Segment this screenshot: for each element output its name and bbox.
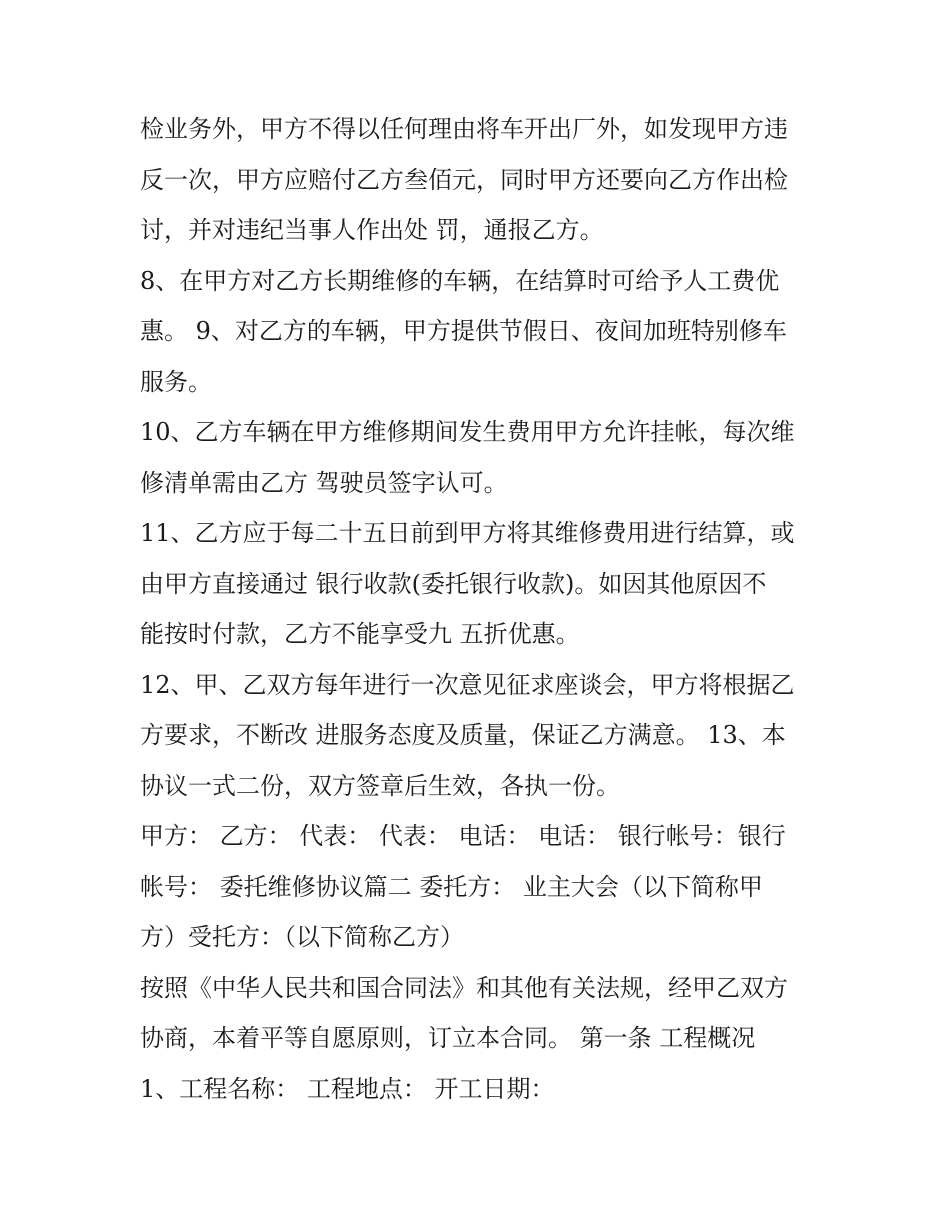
text-line: 8、在甲方对乙方长期维修的车辆，在结算时可给予人工费优 [140, 266, 780, 295]
text-line: 协商，本着平等自愿原则，订立本合同。 第一条 工程概况 [140, 1024, 756, 1052]
text-line: 10、乙方车辆在甲方维修期间发生费用甲方允许挂帐，每次维 [140, 418, 795, 446]
text-line: 服务。 [140, 367, 212, 396]
text-line: 检业务外，甲方不得以任何理由将车开出厂外，如发现甲方违 [140, 115, 788, 143]
text-line: 修清单需由乙方 驾驶员签字认可。 [140, 468, 508, 497]
text-line: 反一次，甲方应赔付乙方叁佰元，同时甲方还要向乙方作出检 [140, 165, 788, 194]
text-line: 能按时付款，乙方不能享受九 五折优惠。 [140, 620, 580, 648]
text-line: 按照《中华人民共和国合同法》和其他有关法规，经甲乙双方 [140, 973, 788, 1002]
text-line: 1、工程名称： 工程地点： 开工日期： [140, 1074, 555, 1103]
text-line: 讨，并对违纪当事人作出处 罚，通报乙方。 [140, 216, 604, 244]
text-line: 甲方： 乙方： 代表： 代表： 电话： 电话： 银行帐号：银行 [140, 822, 786, 850]
document-body [140, 104, 820, 1114]
text-line: 协议一式二份，双方签章后生效，各执一份。 [140, 771, 620, 800]
text-line: 12、甲、乙双方每年进行一次意见征求座谈会，甲方将根据乙 [140, 670, 795, 699]
text-line: 由甲方直接通过 银行收款(委托银行收款)。如因其他原因不 [140, 569, 767, 598]
text-line: 方要求，不断改 进服务态度及质量，保证乙方满意。 13、本 [140, 721, 786, 749]
text-line: 惠。 9、对乙方的车辆，甲方提供节假日、夜间加班特别修车 [140, 317, 787, 345]
text-line: 11、乙方应于每二十五日前到甲方将其维修费用进行结算，或 [140, 519, 795, 547]
text-line: 方）受托方：（以下简称乙方） [140, 923, 464, 951]
text-line: 帐号： 委托维修协议篇二 委托方： 业主大会（以下简称甲 [140, 872, 763, 901]
